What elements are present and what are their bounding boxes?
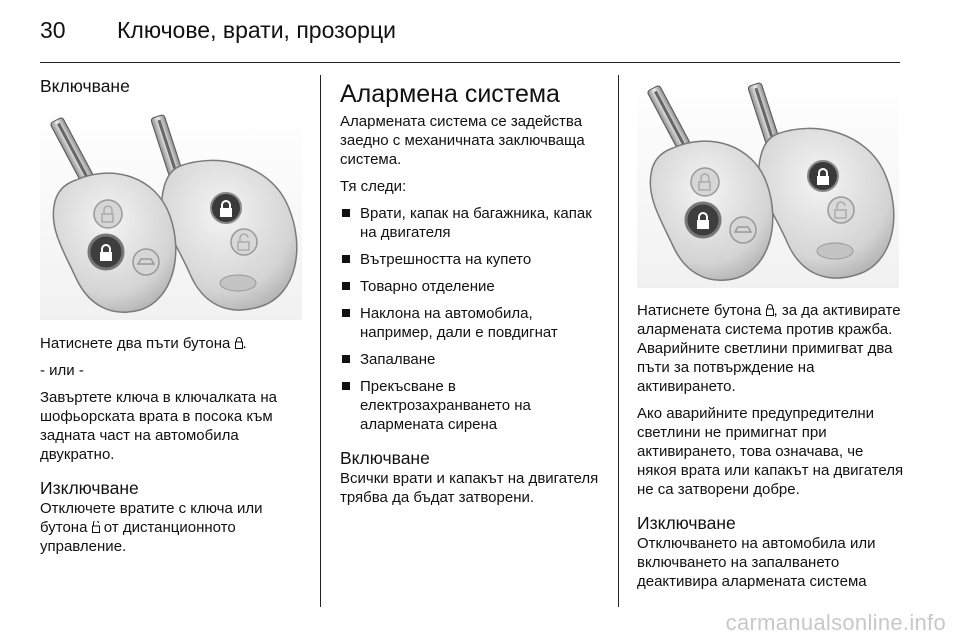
paragraph: Всички врати и капакът на двигателя трябва да бъдат затворени. <box>340 470 599 506</box>
bullet-icon <box>342 209 350 217</box>
page-number: 30 <box>40 17 66 43</box>
list-item-text: Запалване <box>360 351 436 368</box>
text: . <box>242 335 247 352</box>
section-title-alarm-system: Алармена система <box>340 80 560 108</box>
paragraph <box>637 301 905 396</box>
text: Натиснете бутона <box>637 302 766 319</box>
lock-icon <box>235 335 243 347</box>
keys-illustration-left <box>40 106 302 320</box>
bullet-icon <box>342 282 350 290</box>
section-heading-deactivation: Изключване <box>40 478 139 498</box>
bullet-icon <box>342 255 350 263</box>
list-item <box>340 304 606 342</box>
column-divider-1 <box>320 75 321 607</box>
section-heading-activation: Включване <box>340 448 430 468</box>
section-heading-activation: Включване <box>40 76 130 96</box>
bullet-icon <box>342 382 350 390</box>
list-item <box>340 204 606 242</box>
lock-icon <box>766 302 774 314</box>
unlock-icon <box>92 519 100 531</box>
right-column-body <box>637 301 905 599</box>
text: , за да активирате алармената система против кражба. Аварийните светлини примигват два пъти за потвърждение на активирането. <box>637 302 901 395</box>
paragraph: Завъртете ключа в ключалката на шофьорската врата в посока към задната част на автомобила двукратно. <box>40 389 277 463</box>
list-item <box>340 277 606 296</box>
paragraph: Ако аварийните предупредителни светлини не примигнат при активирането, това означава, че някоя врата или капакът на двигателя не са затворени добре. <box>637 405 904 498</box>
text: Натиснете два пъти бутона <box>40 335 235 352</box>
header-divider <box>40 62 900 63</box>
list-item-text: Товарно отделение <box>360 278 495 295</box>
watermark: carmanualsonline.info <box>725 610 946 635</box>
list-item-text: Прекъсване в електрозахранването на алармената сирена <box>360 378 531 433</box>
bullet-icon <box>342 309 350 317</box>
bullet-icon <box>342 355 350 363</box>
paragraph: - или - <box>40 362 84 379</box>
paragraph: Алармената система се задейства заедно с механичната заключваща система. <box>340 113 585 168</box>
list-item <box>340 377 606 434</box>
middle-column <box>340 80 606 515</box>
list-item-text: Наклона на автомобила, например, дали е повдигнат <box>360 305 558 341</box>
list-item <box>340 250 606 269</box>
list-item-text: Врати, капак на багажника, капак на двигателя <box>360 205 592 241</box>
section-heading-deactivation: Изключване <box>637 513 736 533</box>
paragraph: Отключването на автомобила или включването на запалването деактивира алармената система <box>637 535 876 590</box>
column-divider-2 <box>618 75 619 607</box>
keys-illustration-right <box>637 74 899 288</box>
monitored-items-list <box>340 204 606 434</box>
paragraph <box>40 499 312 556</box>
left-column-body <box>40 334 312 564</box>
list-item-text: Вътрешността на купето <box>360 251 532 268</box>
paragraph <box>40 334 312 353</box>
page-title: Ключове, врати, прозорци <box>117 17 396 43</box>
car-remote-key-icon <box>637 74 899 288</box>
text: Отключете вратите с ключа или бутона <box>40 500 263 536</box>
paragraph: Тя следи: <box>340 178 407 195</box>
list-item <box>340 350 606 369</box>
car-remote-key-icon <box>40 106 302 320</box>
left-column <box>40 76 310 97</box>
text: от дистанционното управление. <box>40 519 236 555</box>
